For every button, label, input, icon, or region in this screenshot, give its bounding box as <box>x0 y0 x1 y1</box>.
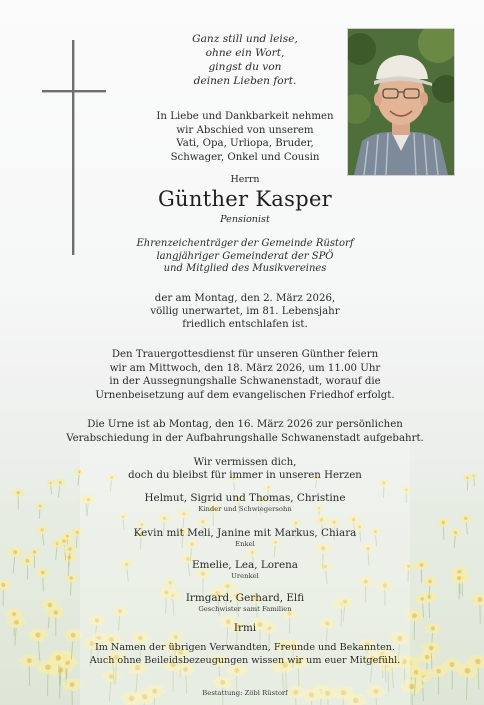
cross-icon <box>40 40 108 255</box>
poem-line: deinen Lieben fort. <box>193 75 297 87</box>
urn-viewing <box>40 418 450 445</box>
honors-line: Ehrenzeichenträger der Gemeinde Rüstorf <box>136 238 354 249</box>
portrait-photo <box>347 28 455 176</box>
family-relation: Kinder und Schwiegersohn <box>198 504 292 513</box>
intro-line: In Liebe und Dankbarkeit nehmen <box>156 111 334 122</box>
family-group <box>70 592 420 614</box>
death-notice <box>110 292 380 332</box>
family-relation: Urenkel <box>231 571 259 580</box>
poem-line: ohne ein Wort, <box>205 47 285 59</box>
death-line: völlig unerwartet, im 81. Lebensjahr <box>150 306 340 318</box>
funeral-line: Urnenbeisetzung auf dem evangelischen Friedhof erfolgt. <box>95 389 395 401</box>
funeral-line: in der Aussegnungshalle Schwanenstadt, worauf die <box>109 376 381 388</box>
closing-note <box>60 641 430 667</box>
urn-line: Verabschiedung in der Aufbahrungshalle Schwanenstadt aufgebahrt. <box>66 432 424 444</box>
death-line: der am Montag, den 2. März 2026, <box>154 293 336 304</box>
closing-line: Auch ohne Beileidsbezeugungen wissen wir um euer Mitgefühl. <box>89 655 401 666</box>
funeral-details <box>70 348 420 402</box>
honors-line: und Mitglied des Musikvereines <box>163 263 327 275</box>
closing-line: Im Namen der übrigen Verwandten, Freunde und Bekannten. <box>95 642 395 653</box>
family-names: Irmgard, Gerhard, Elfi <box>185 592 305 604</box>
death-line: friedlich entschlafen ist. <box>182 319 308 331</box>
family-names: Emelie, Lea, Lorena <box>192 559 298 571</box>
family-group <box>70 527 420 549</box>
poem-line: Ganz still und leise, <box>192 33 298 45</box>
funeral-line: Den Trauergottesdienst für unseren Günther feiern <box>111 349 379 360</box>
honors <box>110 238 380 276</box>
poem-verse <box>140 32 350 88</box>
undertaker-credit: Bestattung: Zöbl Rüstorf <box>202 689 288 697</box>
family-names: Irmi <box>233 622 257 634</box>
miss-line: doch du bleibst für immer in unseren Herzen <box>128 470 362 482</box>
intro-line: Schwager, Onkel und Cousin <box>170 151 320 163</box>
salutation: Herrn <box>230 174 260 185</box>
family-group <box>70 559 420 581</box>
miss-line: Wir vermissen dich, <box>193 457 297 468</box>
family-group <box>70 492 420 514</box>
honors-line: langjähriger Gemeinderat der SPÖ <box>156 250 334 262</box>
deceased-name: Günther Kasper <box>157 187 333 211</box>
farewell-intro <box>130 110 360 164</box>
family-relation: Enkel <box>235 539 255 548</box>
family-names: Helmut, Sigrid und Thomas, Christine <box>144 492 346 504</box>
occupation: Pensionist <box>220 214 270 225</box>
remembrance-line <box>90 456 400 483</box>
family-group <box>70 622 420 635</box>
family-names: Kevin mit Meli, Janine mit Markus, Chiara <box>133 527 357 539</box>
poem-line: gingst du von <box>208 61 282 73</box>
intro-line: Vati, Opa, Urliopa, Bruder, <box>176 138 314 150</box>
family-relation: Geschwister samt Familien <box>198 604 292 613</box>
intro-line: wir Abschied von unserem <box>176 124 314 136</box>
urn-line: Die Urne ist ab Montag, den 16. März 2026 zur persönlichen <box>87 419 403 430</box>
funeral-line: wir am Mittwoch, den 18. März 2026, um 11.00 Uhr <box>109 362 381 374</box>
